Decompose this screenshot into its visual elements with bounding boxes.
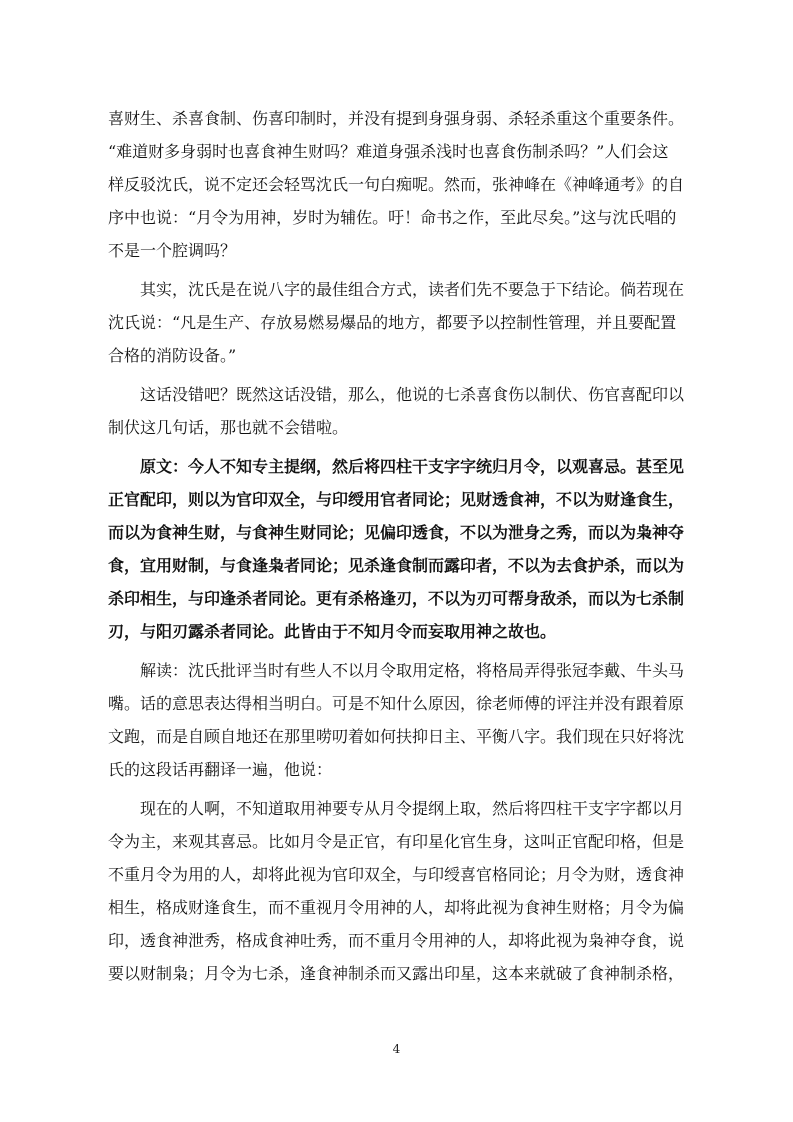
text-line: 不是一个腔调吗？ — [108, 241, 237, 260]
text-line: 这话没错吧？既然这话没错，那么，他说的七杀喜食伤以制伏、伤官喜配印以 — [140, 385, 685, 404]
text-line: 合格的消防设备。” — [108, 346, 237, 365]
original-text-line: 食，宜用财制，与食逢枭者同论；见杀逢食制而露印者，不以为去食护杀，而以为 — [108, 556, 685, 575]
original-text-line: 杀印相生，与印逢杀者同论。更有杀格逢刃，不以为刃可帮身敌杀，而以为七杀制 — [108, 589, 685, 608]
text-line: 样反驳沈氏，说不定还会轻骂沈氏一句白痴呢。然而，张神峰在《神峰通考》的自 — [108, 175, 685, 194]
text-line: 印，透食神泄秀，格成食神吐秀，而不重月令用神的人，却将此视为枭神夺食，说 — [108, 931, 685, 950]
text-line: 氏的这段话再翻译一遍，他说： — [108, 760, 333, 779]
text-line: 现在的人啊，不知道取用神要专从月令提纲上取，然后将四柱干支字字都以月 — [140, 799, 685, 818]
page-number: 4 — [392, 1042, 401, 1056]
original-text-line: 原文：今人不知专主提纲，然后将四柱干支字字统归月令，以观喜忌。甚至见 — [140, 457, 685, 476]
original-text-line: 而以为食神生财，与食神生财同论；见偏印透食，不以为泄身之秀，而以为枭神夺 — [108, 523, 685, 542]
text-line: 嘴。话的意思表达得相当明白。可是不知什么原因，徐老师傅的评注并没有跟着原 — [108, 694, 685, 713]
text-line: “难道财多身弱时也喜食神生财吗？难道身强杀浅时也喜食伤制杀吗？”人们会这 — [108, 142, 669, 161]
text-line: 制伏这几句话，那也就不会错啦。 — [108, 418, 349, 437]
text-line: 令为主，来观其喜忌。比如月令是正官，有印星化官生身，这叫正官配印格，但是 — [108, 832, 685, 851]
text-line: 不重月令为用的人，却将此视为官印双全，与印绶喜官格同论；月令为财，透食神 — [108, 865, 685, 884]
original-text-line: 刃，与阳刃露杀者同论。此皆由于不知月令而妄取用神之故也。 — [108, 622, 557, 641]
text-line: 沈氏说：“凡是生产、存放易燃易爆品的地方，都要予以控制性管理，并且要配置 — [108, 313, 677, 332]
text-line: 文跑，而是自顾自地还在那里唠叨着如何扶抑日主、平衡八字。我们现在只好将沈 — [108, 727, 685, 746]
text-line: 相生，格成财逢食生，而不重视月令用神的人，却将此视为食神生财格；月令为偏 — [108, 898, 685, 917]
text-line: 序中也说：“月令为用神，岁时为辅佐。吁！命书之作，至此尽矣。”这与沈氏唱的 — [108, 208, 677, 227]
text-line: 喜财生、杀喜食制、伤喜印制时，并没有提到身强身弱、杀轻杀重这个重要条件。 — [108, 109, 685, 128]
text-line: 要以财制枭；月令为七杀，逢食神制杀而又露出印星，这本来就破了食神制杀格， — [108, 964, 685, 983]
original-text-line: 正官配印，则以为官印双全，与印绶用官者同论；见财透食神，不以为财逢食生， — [108, 490, 685, 509]
text-line: 解读：沈氏批评当时有些人不以月令取用定格，将格局弄得张冠李戴、牛头马 — [140, 661, 685, 680]
text-line: 其实，沈氏是在说八字的最佳组合方式，读者们先不要急于下结论。倘若现在 — [140, 280, 685, 299]
